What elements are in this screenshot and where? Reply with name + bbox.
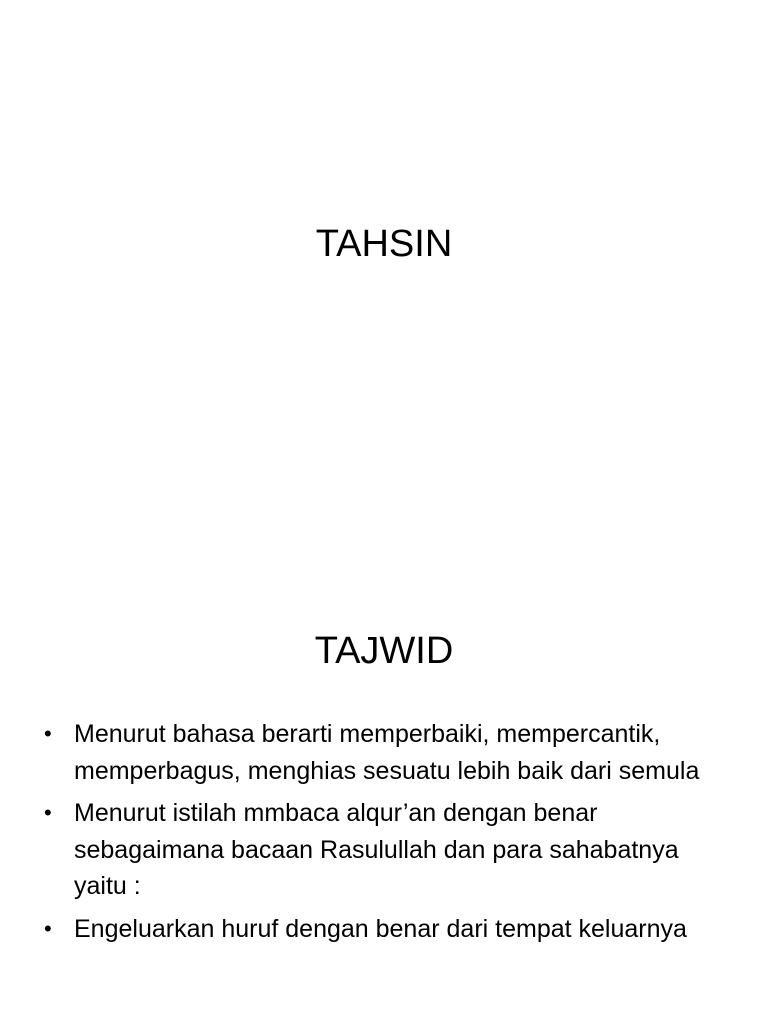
bullet-text: Menurut bahasa berarti memperbaiki, mempercantik, memperbagus, menghias sesuatu lebih baik dari semula — [74, 720, 700, 785]
bullet-item — [44, 911, 704, 948]
bullet-item — [44, 716, 704, 789]
bullet-item — [44, 795, 704, 905]
bullet-text: Menurut istilah mmbaca alqur’an dengan benar sebagaimana bacaan Rasulullah dan para sahabatnya yaitu : — [74, 799, 679, 900]
bullet-text: Engeluarkan huruf dengan benar dari tempat keluarnya — [74, 914, 687, 943]
bullet-list — [44, 716, 704, 953]
bullet-dot-icon: • — [44, 800, 52, 825]
slide-title-tajwid: TAJWID — [314, 630, 454, 672]
slide-title-tahsin: TAHSIN — [315, 223, 453, 265]
bullet-dot-icon: • — [44, 721, 52, 746]
bullet-dot-icon: • — [44, 915, 52, 941]
